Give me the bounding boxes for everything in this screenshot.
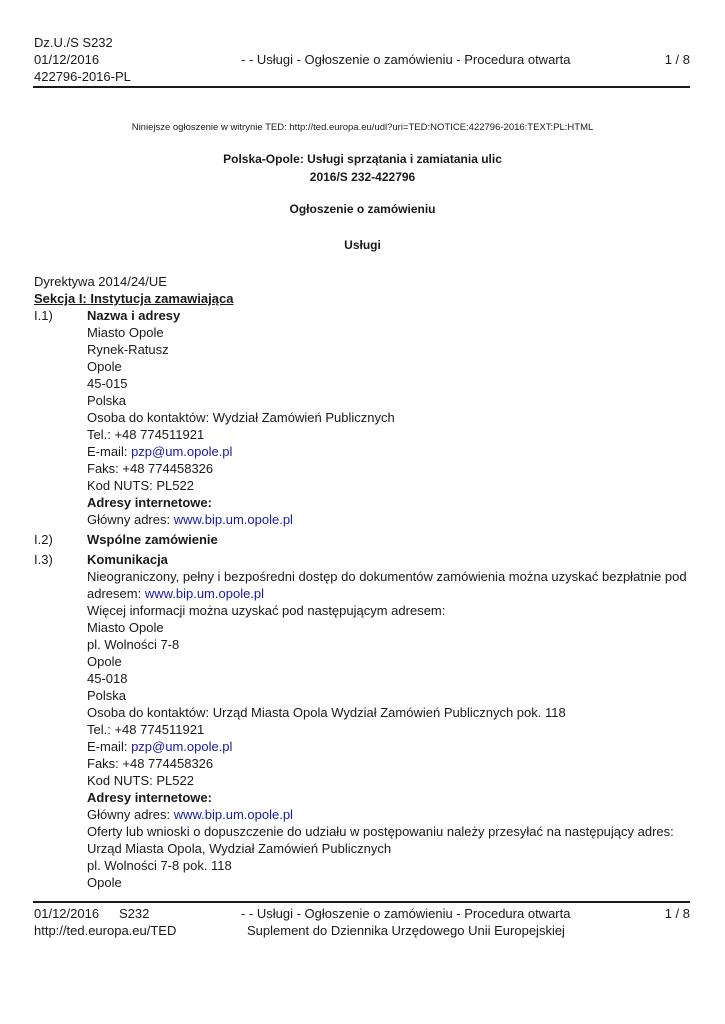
contact-line: Osoba do kontaktów: Wydział Zamówień Publicznych [87,410,395,425]
notice-number: 2016/S 232-422796 [309,170,416,184]
main-address-label: Główny adres: [87,807,174,822]
internet-addresses-label: Adresy internetowe: [87,790,212,805]
access-link[interactable]: www.bip.um.opole.pl [144,586,265,601]
address-line: Opole [87,359,122,374]
nuts-line: Kod NUTS: PL522 [87,773,194,788]
footer-supplement: Suplement do Dziennika Urzędowego Unii Europejskiej [247,923,565,938]
email-label: E-mail: [87,739,132,754]
section-i2-heading [34,531,694,548]
access-address-label: adresem: [87,586,145,601]
header-title: - - Usługi - Ogłoszenie o zamówieniu - Procedura otwarta [241,52,571,67]
section-number: I.1) [34,308,53,323]
section-heading: Nazwa i adresy [87,308,181,323]
section-i3-heading [34,551,694,568]
submission-line: pl. Wolności 7-8 pok. 118 [87,858,232,873]
email-line [34,443,694,460]
submission-line: Oferty lub wnioski o dopuszczenie do udziału w postępowaniu należy przesyłać na następujący adres: [87,824,674,839]
fax-line: Faks: +48 774458326 [87,461,214,476]
address-line: 45-018 [87,671,128,686]
header-date: 01/12/2016 [34,52,100,67]
email-label: E-mail: [87,444,132,459]
header-rule [33,86,690,88]
fax-line: Faks: +48 774458326 [87,756,214,771]
contact-line: Osoba do kontaktów: Urząd Miasta Opola Wydział Zamówień Publicznych pok. 118 [87,705,566,720]
main-address-line [34,511,694,528]
main-address-link[interactable]: www.bip.um.opole.pl [173,807,293,822]
address-line: Polska [87,688,127,703]
footer-date: 01/12/2016 [34,906,100,921]
footer-page-number: 1 / 8 [664,906,690,921]
header-page-number: 1 / 8 [664,52,690,67]
more-info-line: Więcej informacji można uzyskać pod następującym adresem: [87,603,446,618]
address-line: pl. Wolności 7-8 [87,637,180,652]
phone-line: Tel.: +48 774511921 [87,427,205,442]
email-link[interactable]: pzp@um.opole.pl [131,739,233,754]
access-line: Nieograniczony, pełny i bezpośredni dostęp do dokumentów zamówienia można uzyskać bezpłatnie pod [87,569,687,584]
section-number: I.3) [34,552,53,567]
submission-line: Urząd Miasta Opola, Wydział Zamówień Publicznych [87,841,392,856]
footer-url: http://ted.europa.eu/TED [34,923,177,938]
ted-note: Niniejsze ogłoszenie w witrynie TED: http://ted.europa.eu/udl?uri=TED:NOTICE:422796-2016:TEXT:PL:HTML [131,122,594,133]
address-line: Rynek-Ratusz [87,342,169,357]
main-address-line [34,806,694,823]
document-body [34,273,694,891]
nuts-line: Kod NUTS: PL522 [87,478,194,493]
notice-category: Usługi [344,238,381,252]
header-journal: Dz.U./S S232 [34,35,113,50]
internet-addresses-label: Adresy internetowe: [87,495,212,510]
email-line [34,738,694,755]
footer-issue: S232 [119,906,150,921]
phone-line: Tel.: +48 774511921 [87,722,205,737]
notice-title: Polska-Opole: Usługi sprzątania i zamiatania ulic [223,152,502,166]
address-line: 45-015 [87,376,128,391]
footer-rule [33,901,690,903]
section-heading: Wspólne zamówienie [87,532,218,547]
main-address-link[interactable]: www.bip.um.opole.pl [173,512,293,527]
section-heading: Komunikacja [87,552,168,567]
directive: Dyrektywa 2014/24/UE [34,274,167,289]
address-line: Miasto Opole [87,325,164,340]
notice-type: Ogłoszenie o zamówieniu [289,202,436,216]
footer-title: - - Usługi - Ogłoszenie o zamówieniu - Procedura otwarta [241,906,571,921]
header-notice-id: 422796-2016-PL [34,69,131,84]
access-address-line [34,585,694,602]
submission-line: Opole [87,875,122,890]
address-line: Polska [87,393,127,408]
address-line: Opole [87,654,122,669]
section-title: Sekcja I: Instytucja zamawiająca [34,291,234,306]
email-link[interactable]: pzp@um.opole.pl [131,444,233,459]
main-address-label: Główny adres: [87,512,174,527]
section-i1-heading [34,307,694,324]
section-number: I.2) [34,532,53,547]
address-line: Miasto Opole [87,620,164,635]
